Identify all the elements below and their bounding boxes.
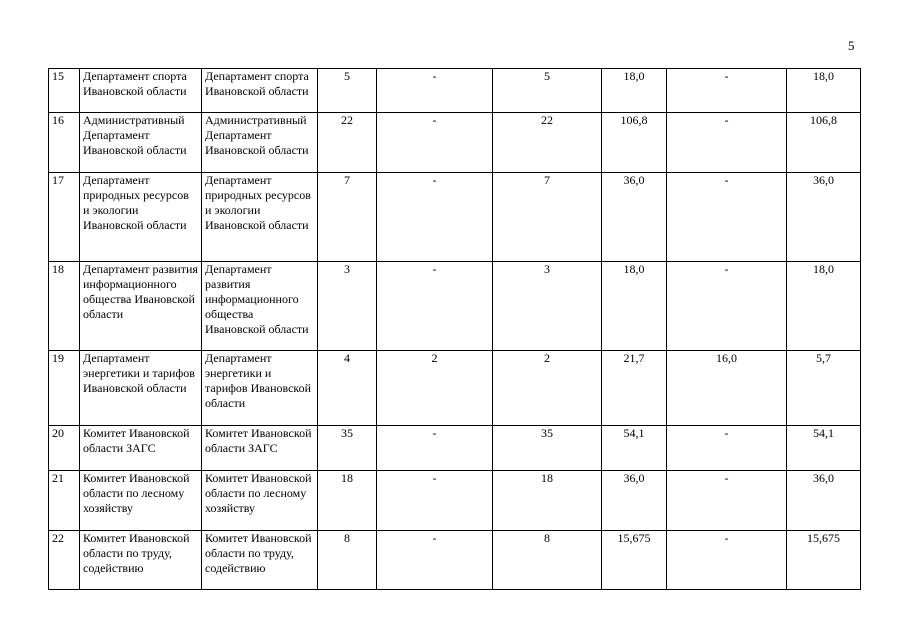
organization-name: Департамент природных ресурсов и экологии Ивановской области	[80, 173, 202, 262]
value-cell: 22	[318, 113, 377, 173]
recipient-name: Департамент природных ресурсов и экологии Ивановской области	[202, 173, 318, 262]
row-number: 16	[49, 113, 80, 173]
organization-name: Административный Департамент Ивановской области	[80, 113, 202, 173]
table-row	[49, 471, 861, 531]
organization-name: Департамент развития информационного общества Ивановской области	[80, 262, 202, 351]
recipient-name: Комитет Ивановской области по труду, содействию	[202, 531, 318, 590]
value-cell: 35	[318, 426, 377, 471]
table-row	[49, 113, 861, 173]
value-cell: -	[667, 426, 787, 471]
organization-name: Департамент спорта Ивановской области	[80, 69, 202, 113]
table-row	[49, 173, 861, 262]
value-cell: 8	[318, 531, 377, 590]
value-cell: 22	[493, 113, 602, 173]
value-cell: 18,0	[787, 69, 861, 113]
value-cell: 18,0	[602, 262, 667, 351]
value-cell: 5	[318, 69, 377, 113]
value-cell: 2	[377, 351, 493, 426]
recipient-name: Административный Департамент Ивановской области	[202, 113, 318, 173]
value-cell: -	[377, 173, 493, 262]
table-row	[49, 351, 861, 426]
value-cell: 5,7	[787, 351, 861, 426]
value-cell: 16,0	[667, 351, 787, 426]
value-cell: 21,7	[602, 351, 667, 426]
value-cell: -	[377, 113, 493, 173]
value-cell: -	[667, 471, 787, 531]
value-cell: 36,0	[787, 173, 861, 262]
table-row	[49, 531, 861, 590]
value-cell: 36,0	[787, 471, 861, 531]
report-table	[48, 68, 861, 590]
organization-name: Комитет Ивановской области ЗАГС	[80, 426, 202, 471]
value-cell: 2	[493, 351, 602, 426]
value-cell: 35	[493, 426, 602, 471]
value-cell: 7	[493, 173, 602, 262]
value-cell: 15,675	[787, 531, 861, 590]
organization-name: Департамент энергетики и тарифов Ивановской области	[80, 351, 202, 426]
value-cell: 106,8	[602, 113, 667, 173]
value-cell: 36,0	[602, 471, 667, 531]
value-cell: 54,1	[787, 426, 861, 471]
value-cell: -	[377, 471, 493, 531]
value-cell: -	[667, 262, 787, 351]
value-cell: 106,8	[787, 113, 861, 173]
value-cell: 54,1	[602, 426, 667, 471]
value-cell: 8	[493, 531, 602, 590]
row-number: 20	[49, 426, 80, 471]
value-cell: 36,0	[602, 173, 667, 262]
value-cell: -	[667, 173, 787, 262]
value-cell: 18	[493, 471, 602, 531]
value-cell: 18,0	[787, 262, 861, 351]
row-number: 15	[49, 69, 80, 113]
row-number: 18	[49, 262, 80, 351]
table-row	[49, 69, 861, 113]
recipient-name: Департамент спорта Ивановской области	[202, 69, 318, 113]
value-cell: -	[377, 426, 493, 471]
value-cell: 5	[493, 69, 602, 113]
organization-name: Комитет Ивановской области по лесному хозяйству	[80, 471, 202, 531]
value-cell: -	[667, 69, 787, 113]
recipient-name: Департамент энергетики и тарифов Ивановской области	[202, 351, 318, 426]
value-cell: -	[377, 69, 493, 113]
table-row	[49, 262, 861, 351]
value-cell: 7	[318, 173, 377, 262]
value-cell: 18,0	[602, 69, 667, 113]
recipient-name: Департамент развития информационного общества Ивановской области	[202, 262, 318, 351]
value-cell: 3	[318, 262, 377, 351]
value-cell: -	[667, 113, 787, 173]
row-number: 22	[49, 531, 80, 590]
value-cell: 18	[318, 471, 377, 531]
value-cell: -	[667, 531, 787, 590]
row-number: 19	[49, 351, 80, 426]
row-number: 21	[49, 471, 80, 531]
value-cell: -	[377, 531, 493, 590]
value-cell: -	[377, 262, 493, 351]
recipient-name: Комитет Ивановской области по лесному хозяйству	[202, 471, 318, 531]
value-cell: 3	[493, 262, 602, 351]
table-row	[49, 426, 861, 471]
row-number: 17	[49, 173, 80, 262]
recipient-name: Комитет Ивановской области ЗАГС	[202, 426, 318, 471]
value-cell: 15,675	[602, 531, 667, 590]
organization-name: Комитет Ивановской области по труду, содействию	[80, 531, 202, 590]
page-number: 5	[848, 38, 855, 53]
value-cell: 4	[318, 351, 377, 426]
